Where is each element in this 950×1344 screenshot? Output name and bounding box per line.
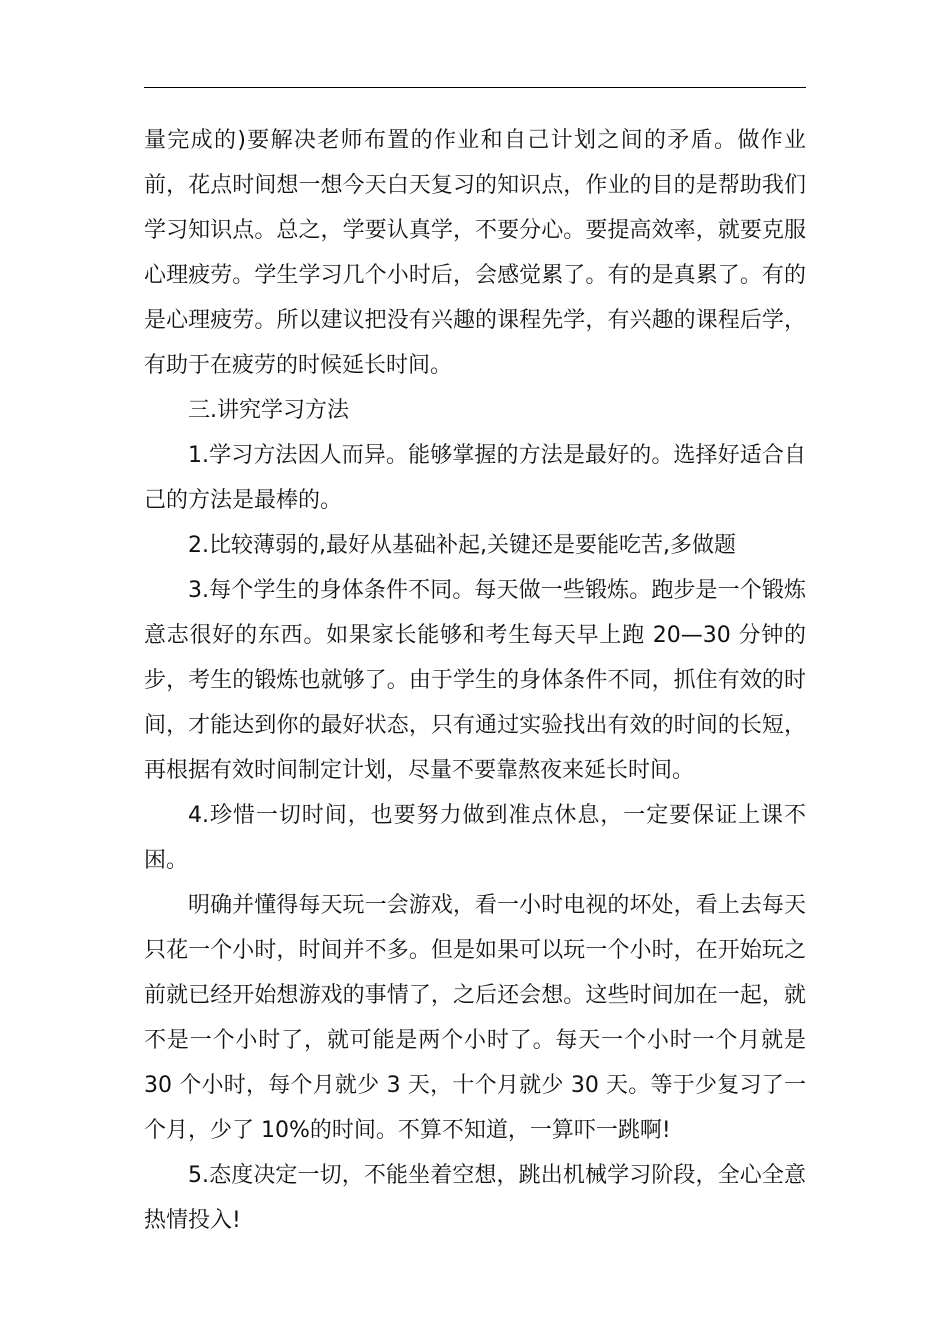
paragraph-item-2: 2.比较薄弱的,最好从基础补起,关键还是要能吃苦,多做题 [188, 533, 736, 558]
section-heading: 三.讲究学习方法 [188, 398, 349, 423]
paragraph-continuation: 量完成的)要解决老师布置的作业和自己计划之间的矛盾。做作业前，花点时间想一想今天白天复习的知识点，作业的目的是帮助我们学习知识点。总之，学要认真学，不要分心。要提高效率，就要克服心理疲劳。学生学习几个小时后，会感觉累了。有的是真累了。有的是心理疲劳。所以建议把没有兴趣的课程先学，有兴趣的课程后学，有助于在疲劳的时候延长时间。 [144, 128, 806, 378]
paragraph-item-5: 5.态度决定一切，不能坐着空想，跳出机械学习阶段，全心全意热情投入! [144, 1163, 806, 1233]
document-body [144, 118, 806, 1243]
paragraph-item-3: 3.每个学生的身体条件不同。每天做一些锻炼。跑步是一个锻炼意志很好的东西。如果家长能够和考生每天早上跑 20—30 分钟的步，考生的锻炼也就够了。由于学生的身体条件不同，抓住有效的时间，才能达到你的最好状态，只有通过实验找出有效的时间的长短，再根据有效时间制定计划，尽量不要靠熬夜来延长时间。 [144, 578, 806, 783]
paragraph-item-4: 4.珍惜一切时间，也要努力做到准点休息，一定要保证上课不困。 [144, 803, 806, 873]
paragraph-games-tv: 明确并懂得每天玩一会游戏，看一小时电视的坏处，看上去每天只花一个小时，时间并不多。但是如果可以玩一个小时，在开始玩之前就已经开始想游戏的事情了，之后还会想。这些时间加在一起，就不是一个小时了，就可能是两个小时了。每天一个小时一个月就是 30 个小时，每个月就少 3 天，十个月就少 30 天。等于少复习了一个月，少了 10%的时间。不算不知道，一算吓一跳啊! [144, 893, 806, 1143]
header-rule [144, 87, 806, 88]
paragraph-item-1: 1.学习方法因人而异。能够掌握的方法是最好的。选择好适合自己的方法是最棒的。 [144, 443, 806, 513]
